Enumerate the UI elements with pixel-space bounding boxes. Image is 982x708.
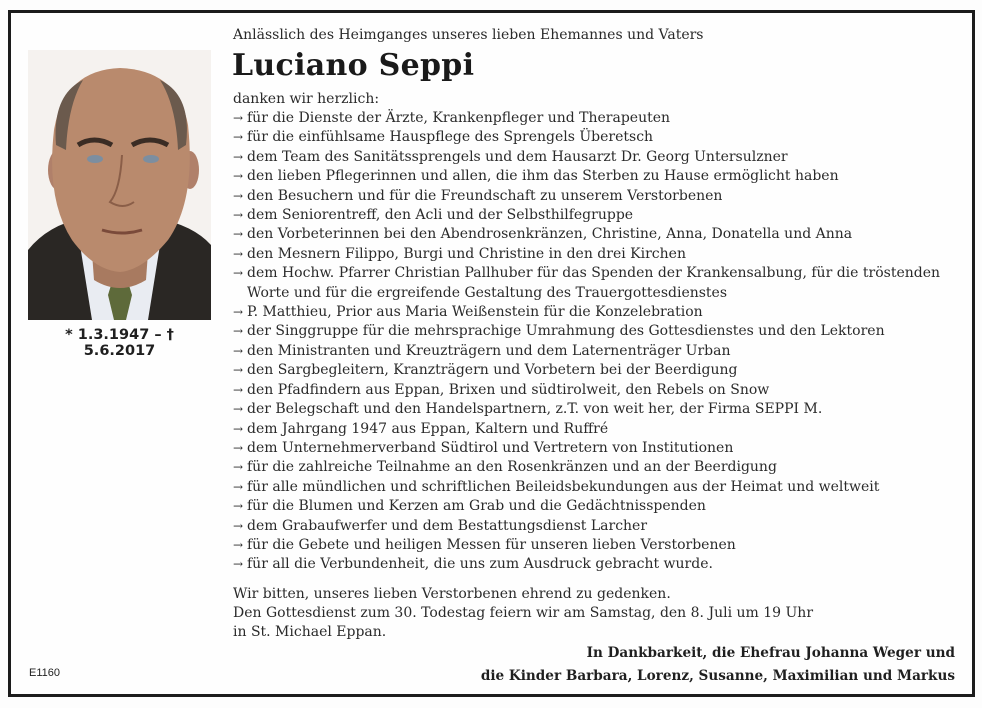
thanks-item-text: dem Grabaufwerfer und dem Bestattungsdienst Larcher: [247, 517, 648, 534]
thanks-item-text: den lieben Pflegerinnen und allen, die ihm das Sterben zu Hause ermöglicht haben: [247, 168, 839, 185]
thanks-item: [233, 458, 940, 477]
arrow-right-icon: →: [233, 111, 244, 125]
thanks-item-text: für all die Verbundenheit, die uns zum Ausdruck gebracht wurde.: [247, 556, 713, 573]
arrow-right-icon: →: [233, 382, 244, 397]
thanks-item-text: den Ministranten und Kreuzträgern und dem Laternenträger Urban: [247, 342, 731, 359]
thanks-item: [233, 555, 940, 574]
deceased-name: Luciano Seppi: [232, 48, 475, 83]
thanks-item-text: für die Dienste der Ärzte, Krankenpfleger und Therapeuten: [247, 110, 671, 126]
arrow-right-icon: →: [233, 402, 244, 417]
thanks-item-text: dem Jahrgang 1947 aus Eppan, Kaltern und Ruffré: [247, 420, 609, 437]
thanks-item-text: den Vorbeterinnen bei den Abendrosenkränzen, Christine, Anna, Donatella und Anna: [247, 226, 853, 243]
signature-block: [481, 642, 955, 688]
thanks-item-continuation: Worte und für die ergreifende Gestaltung des Trauergottesdienstes: [247, 284, 728, 301]
thanks-item-text: den Besuchern und für die Freundschaft zu unserem Verstorbenen: [247, 187, 723, 204]
thanks-lead: danken wir herzlich:: [233, 91, 380, 107]
thanks-item-text: den Mesnern Filippo, Burgi und Christine in den drei Kirchen: [247, 245, 686, 262]
arrow-right-icon: →: [233, 130, 244, 145]
thanks-item-text: P. Matthieu, Prior aus Maria Weißenstein für die Konzelebration: [247, 304, 703, 321]
thanks-item-text: den Sargbegleitern, Kranzträgern und Vorbetern bei der Beerdigung: [247, 362, 738, 379]
thanks-item: [233, 439, 940, 458]
signature-line: die Kinder Barbara, Lorenz, Susanne, Maximilian und Markus: [480, 668, 955, 684]
thanks-item: [233, 381, 940, 400]
arrow-right-icon: →: [233, 324, 244, 339]
closing-text: [233, 585, 813, 643]
arrow-right-icon: →: [233, 169, 244, 184]
closing-line: Wir bitten, unseres lieben Verstorbenen ehrend zu gedenken.: [233, 586, 671, 602]
thanks-item: [233, 342, 940, 361]
arrow-right-icon: →: [233, 557, 244, 572]
thanks-item-text: für die Gebete und heiligen Messen für unseren lieben Verstorbenen: [247, 536, 736, 553]
arrow-right-icon: →: [233, 499, 244, 514]
thanks-item-text: der Singgruppe für die mehrsprachige Umrahmung des Gottesdienstes und den Lektoren: [247, 323, 885, 340]
portrait-photo: [28, 50, 211, 320]
arrow-right-icon: →: [233, 227, 244, 242]
thanks-item: [233, 536, 940, 555]
arrow-right-icon: →: [233, 518, 244, 533]
thanks-item-text: dem Unternehmerverband Südtirol und Vertretern von Institutionen: [247, 439, 734, 456]
thanks-item-text: dem Hochw. Pfarrer Christian Pallhuber für das Spenden der Krankensalbung, für die tröstenden: [247, 265, 941, 282]
thanks-item: [233, 400, 940, 419]
thanks-item: [233, 245, 940, 264]
thanks-item: [233, 206, 940, 225]
thanks-item: [233, 420, 940, 439]
life-dates: * 1.3.1947 – † 5.6.2017: [65, 327, 174, 359]
thanks-item: [233, 167, 940, 186]
arrow-right-icon: →: [233, 363, 244, 378]
thanks-item: [233, 322, 940, 341]
thanks-item: [233, 517, 940, 536]
arrow-right-icon: →: [233, 343, 244, 358]
arrow-right-icon: →: [233, 266, 244, 281]
arrow-right-icon: →: [233, 421, 244, 436]
closing-line: in St. Michael Eppan.: [233, 624, 387, 641]
intro-line: Anlässlich des Heimganges unseres lieben Ehemannes und Vaters: [233, 27, 704, 43]
arrow-right-icon: →: [233, 246, 244, 261]
thanks-item-text: der Belegschaft und den Handelspartnern, z.T. von weit her, der Firma SEPPI M.: [247, 401, 823, 418]
arrow-right-icon: →: [233, 188, 244, 203]
portrait-illustration: [28, 50, 211, 320]
arrow-right-icon: →: [233, 305, 244, 320]
arrow-right-icon: →: [233, 479, 244, 494]
arrow-right-icon: →: [233, 208, 244, 223]
thanks-item-text: für die einfühlsame Hauspflege des Sprengels Überetsch: [247, 129, 654, 146]
arrow-right-icon: →: [233, 149, 244, 164]
arrow-right-icon: →: [233, 537, 244, 552]
thanks-item-text: dem Team des Sanitätssprengels und dem Hausarzt Dr. Georg Untersulzner: [247, 148, 788, 165]
arrow-right-icon: →: [233, 460, 244, 475]
thanks-item: [233, 225, 940, 244]
thanks-item: [233, 264, 940, 303]
signature-line: In Dankbarkeit, die Ehefrau Johanna Weger und: [586, 645, 955, 661]
thanks-item: [233, 497, 940, 516]
closing-line: Den Gottesdienst zum 30. Todestag feiern wir am Samstag, den 8. Juli um 19 Uhr: [233, 605, 814, 622]
thanks-list: [233, 109, 940, 575]
thanks-item-text: für die zahlreiche Teilnahme an den Rosenkränzen und an der Beerdigung: [247, 459, 777, 476]
thanks-item: [233, 478, 940, 497]
thanks-item: [233, 187, 940, 206]
thanks-item: [233, 303, 940, 322]
thanks-item-text: für die Blumen und Kerzen am Grab und die Gedächtnisspenden: [247, 498, 706, 515]
thanks-item: [233, 109, 940, 128]
thanks-item: [233, 128, 940, 147]
thanks-item-text: für alle mündlichen und schriftlichen Beileidsbekundungen aus der Heimat und weltweit: [247, 478, 880, 495]
thanks-item: [233, 361, 940, 380]
notice-code: E1160: [29, 667, 60, 679]
thanks-item-text: den Pfadfindern aus Eppan, Brixen und südtirolweit, den Rebels on Snow: [247, 381, 770, 398]
arrow-right-icon: →: [233, 440, 244, 455]
thanks-item-text: dem Seniorentreff, den Acli und der Selbsthilfegruppe: [247, 207, 634, 224]
thanks-item: [233, 148, 940, 167]
